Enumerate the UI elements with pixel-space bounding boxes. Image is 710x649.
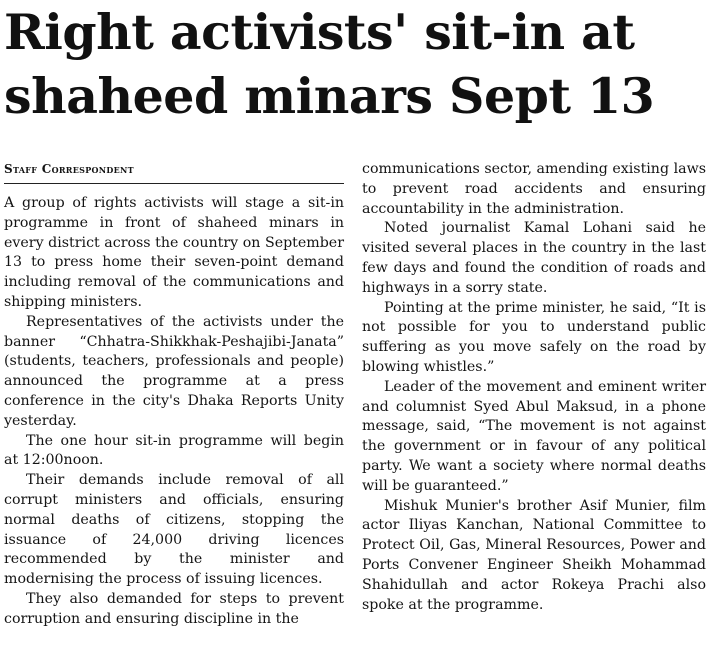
headline	[4, 0, 704, 128]
headline-line-1: Right activists' sit-in at	[4, 3, 635, 61]
left-column	[4, 194, 344, 630]
paragraph: Leader of the movement and eminent writer and columnist Syed Abul Maksud, in a phone message, said, “The movement is not against the government or in favour of any political party. We want a society where normal deaths will be guaranteed.”	[362, 378, 706, 494]
paragraph: Pointing at the prime minister, he said, “It is not possible for you to understand public suffering as you move safely on the road by blowing whistles.”	[362, 299, 706, 375]
paragraph: Representatives of the activists under the banner “Chhatra-Shikkhak-Peshajibi-Janata” (students, teachers, professionals and people) announced the programme at a press conference in the city's Dhaka Reports Unity yesterday.	[4, 313, 344, 429]
paragraph: The one hour sit-in programme will begin at 12:00noon.	[4, 432, 344, 469]
paragraph: communications sector, amending existing laws to prevent road accidents and ensuring accountability in the administration.	[362, 161, 706, 217]
paragraph: Their demands include removal of all corrupt ministers and officials, ensuring normal deaths of citizens, stopping the issuance of 24,000 driving licences recommended by the minister and modernising the process of issuing licences.	[4, 472, 344, 588]
right-column	[362, 160, 706, 615]
paragraph: They also demanded for steps to prevent corruption and ensuring discipline in the	[4, 590, 344, 627]
byline: Staff Correspondent	[4, 158, 344, 184]
paragraph: Mishuk Munier's brother Asif Munier, film actor Iliyas Kanchan, National Committee to Protect Oil, Gas, Mineral Resources, Power and Ports Convener Engineer Sheikh Mohammad Shahidullah and actor Rokeya Prachi also spoke at the programme.	[362, 497, 706, 613]
paragraph: Noted journalist Kamal Lohani said he visited several places in the country in the last few days and found the condition of roads and highways in a sorry state.	[362, 220, 706, 296]
headline-line-2: shaheed minars Sept 13	[4, 67, 655, 125]
paragraph: A group of rights activists will stage a sit-in programme in front of shaheed minars in every district across the country on September 13 to press home their seven-point demand including removal of the communications and shipping ministers.	[4, 195, 344, 310]
